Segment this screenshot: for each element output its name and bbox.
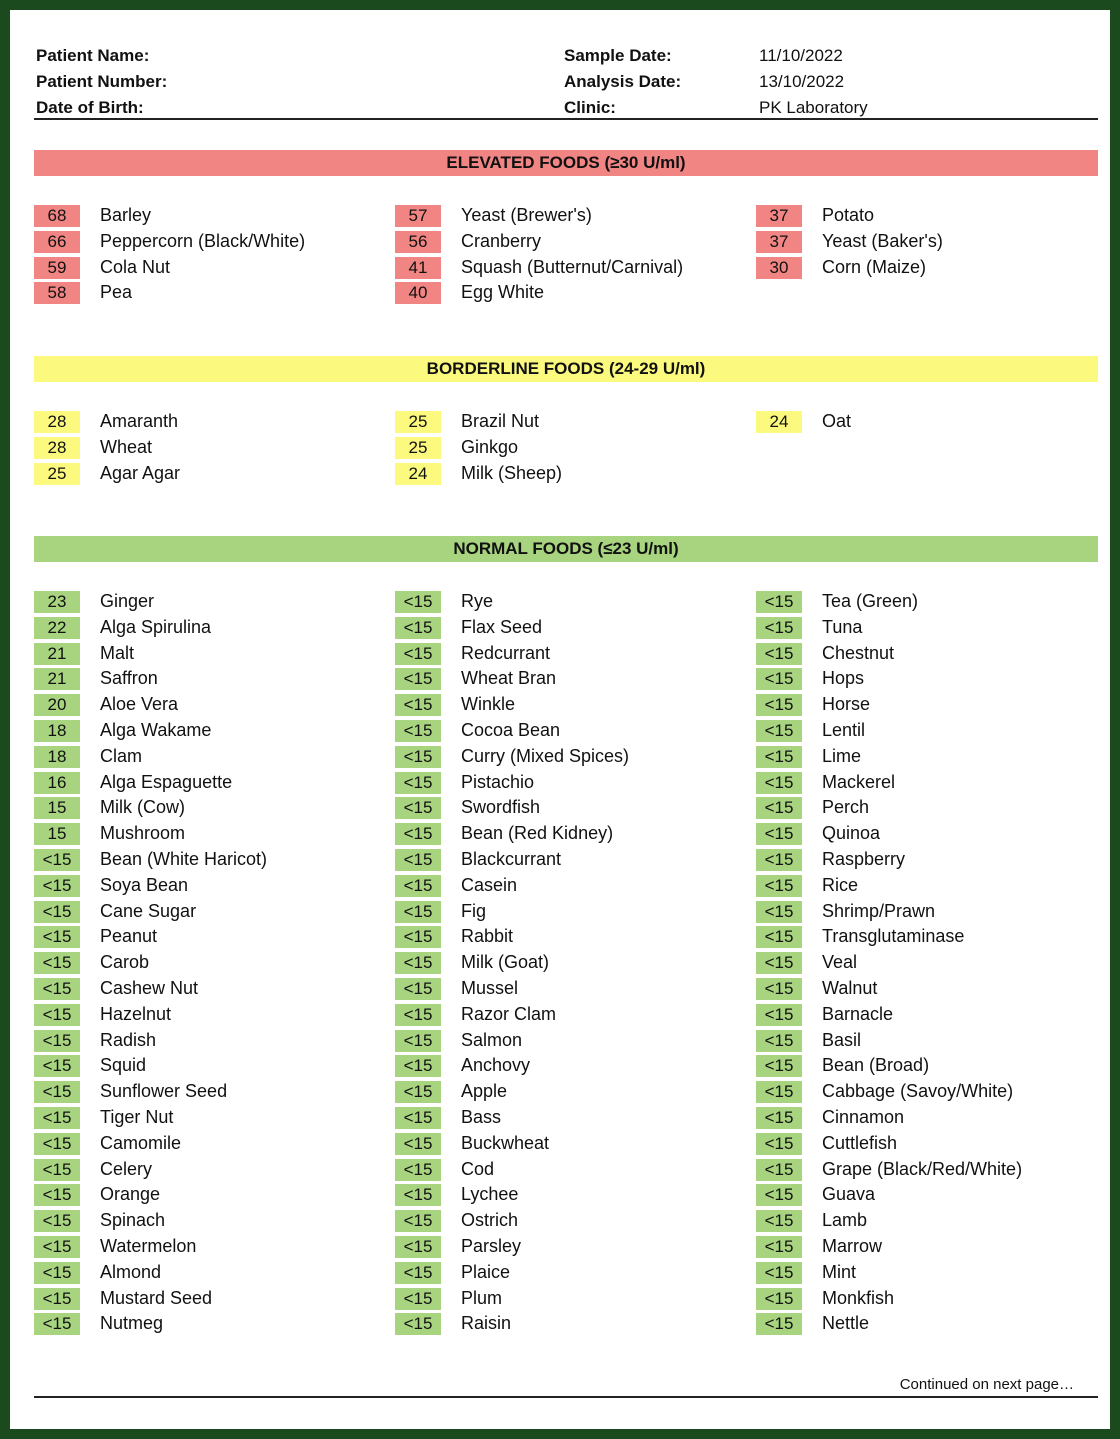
food-name: Corn (Maize) [822,256,927,277]
patient-name-label: Patient Name: [36,46,150,65]
food-score-badge: 22 [34,617,80,639]
food-name: Cod [461,1158,495,1179]
food-name: Cabbage (Savoy/White) [822,1081,1014,1102]
elevated-foods-heading: ELEVATED FOODS (≥30 U/ml) [34,150,1098,176]
food-name: Tea (Green) [822,591,919,611]
food-name: Redcurrant [461,642,551,663]
food-score-badge: <15 [395,694,441,716]
food-name: Oat [822,411,852,431]
food-name: Milk (Cow) [100,797,185,818]
food-name: Buckwheat [461,1132,550,1153]
analysis-date-value: 13/10/2022 [759,72,845,91]
food-score-badge: <15 [34,1262,80,1284]
food-name: Mushroom [100,823,186,844]
food-name: Camomile [100,1132,182,1153]
food-score-badge: <15 [756,901,802,923]
food-name: Flax Seed [461,616,543,637]
food-score-badge: 28 [34,437,80,459]
food-name: Veal [822,952,858,973]
food-score-badge: <15 [756,926,802,948]
sample-date-label: Sample Date: [564,46,672,65]
food-score-badge: 18 [34,720,80,742]
food-score-badge: <15 [34,1159,80,1181]
clinic-value: PK Laboratory [759,98,868,117]
food-name: Hazelnut [100,1003,172,1024]
food-name: Alga Espaguette [100,771,233,792]
food-name: Ginkgo [461,436,519,457]
food-score-badge: <15 [756,668,802,690]
food-name: Rabbit [461,926,514,947]
food-name: Bass [461,1106,502,1127]
food-name: Lentil [822,719,866,740]
food-score-badge: 24 [395,463,441,485]
food-score-badge: <15 [34,901,80,923]
food-score-badge: <15 [395,591,441,613]
food-name: Mustard Seed [100,1287,213,1308]
food-score-badge: <15 [756,1262,802,1284]
food-score-badge: <15 [34,875,80,897]
borderline-foods-heading: BORDERLINE FOODS (24-29 U/ml) [34,356,1098,382]
food-score-badge: 58 [34,282,80,304]
food-score-badge: <15 [34,1004,80,1026]
report-page [10,10,1110,1429]
food-name: Saffron [100,668,158,689]
food-score-badge: <15 [756,694,802,716]
food-name: Cranberry [461,230,542,251]
food-score-badge: 20 [34,694,80,716]
food-name: Plum [461,1287,503,1308]
food-score-badge: <15 [756,1081,802,1103]
food-score-badge: 15 [34,797,80,819]
food-score-badge: <15 [756,1288,802,1310]
food-score-badge: <15 [756,1133,802,1155]
food-name: Pea [100,282,133,303]
food-score-badge: 28 [34,411,80,433]
food-score-badge: 40 [395,282,441,304]
food-score-badge: <15 [34,926,80,948]
food-name: Quinoa [822,823,881,844]
food-name: Marrow [822,1235,883,1256]
food-name: Blackcurrant [461,848,562,869]
food-name: Hops [822,668,865,689]
food-name: Orange [100,1184,161,1205]
food-score-badge: <15 [395,875,441,897]
food-name: Salmon [461,1029,523,1050]
food-score-badge: <15 [756,978,802,1000]
food-name: Bean (Broad) [822,1055,930,1076]
food-name: Squid [100,1055,147,1076]
food-score-badge: <15 [395,1288,441,1310]
food-score-badge: <15 [395,746,441,768]
food-score-badge: <15 [34,1288,80,1310]
food-name: Lamb [822,1210,868,1231]
food-name: Winkle [461,694,516,715]
food-name: Cocoa Bean [461,719,561,740]
sample-date-value: 11/10/2022 [759,46,843,65]
food-name: Lychee [461,1184,519,1205]
clinic-label: Clinic: [564,98,616,117]
food-name: Mackerel [822,771,896,792]
food-name: Rice [822,874,859,895]
food-name: Rye [461,591,494,611]
food-score-badge: <15 [395,952,441,974]
food-name: Tuna [822,616,863,637]
food-score-badge: <15 [756,1210,802,1232]
food-name: Agar Agar [100,462,181,483]
food-name: Horse [822,694,871,715]
food-score-badge: <15 [756,643,802,665]
dob-label: Date of Birth: [36,98,144,117]
food-score-badge: <15 [756,1030,802,1052]
food-name: Aloe Vera [100,694,179,715]
food-score-badge: <15 [34,952,80,974]
food-score-badge: <15 [34,1210,80,1232]
food-score-badge: <15 [395,1313,441,1335]
food-score-badge: <15 [395,1236,441,1258]
food-name: Egg White [461,282,545,303]
food-name: Radish [100,1029,157,1050]
food-name: Pistachio [461,771,535,792]
food-name: Sunflower Seed [100,1081,228,1102]
food-score-badge: <15 [34,849,80,871]
patient-number-label: Patient Number: [36,72,168,91]
food-score-badge: <15 [395,643,441,665]
food-name: Amaranth [100,411,179,431]
food-score-badge: 56 [395,231,441,253]
food-score-badge: <15 [756,591,802,613]
food-name: Clam [100,745,143,766]
food-score-badge: 24 [756,411,802,433]
continued-note: Continued on next page… [899,1376,1074,1393]
food-name: Milk (Sheep) [461,462,563,483]
food-name: Ginger [100,591,155,611]
food-name: Carob [100,952,150,973]
food-name: Alga Spirulina [100,616,212,637]
food-name: Basil [822,1029,862,1050]
food-score-badge: <15 [34,1236,80,1258]
food-name: Cinnamon [822,1106,905,1127]
food-score-badge: <15 [756,772,802,794]
food-name: Curry (Mixed Spices) [461,745,630,766]
food-score-badge: <15 [395,1133,441,1155]
food-score-badge: <15 [34,1133,80,1155]
food-score-badge: <15 [756,1004,802,1026]
food-name: Perch [822,797,870,818]
food-score-badge: <15 [395,1159,441,1181]
food-name: Casein [461,874,518,895]
food-score-badge: 15 [34,823,80,845]
food-name: Squash (Butternut/Carnival) [461,256,684,277]
food-score-badge: <15 [395,823,441,845]
food-name: Cola Nut [100,256,171,277]
food-name: Celery [100,1158,153,1179]
food-score-badge: 23 [34,591,80,613]
food-score-badge: <15 [395,849,441,871]
food-name: Wheat [100,436,153,457]
food-name: Chestnut [822,642,895,663]
food-score-badge: 25 [395,411,441,433]
food-score-badge: <15 [395,1107,441,1129]
food-name: Monkfish [822,1287,895,1308]
food-name: Malt [100,642,135,663]
food-score-badge: <15 [34,1081,80,1103]
food-score-badge: <15 [756,823,802,845]
food-score-badge: <15 [395,978,441,1000]
food-name: Watermelon [100,1235,197,1256]
food-score-badge: 57 [395,205,441,227]
food-score-badge: <15 [34,1313,80,1335]
food-name: Anchovy [461,1055,531,1076]
food-name: Raspberry [822,848,906,869]
food-name: Milk (Goat) [461,952,550,973]
food-score-badge: 21 [34,668,80,690]
food-name: Nutmeg [100,1313,164,1334]
food-score-badge: 18 [34,746,80,768]
food-name: Walnut [822,977,878,998]
food-name: Razor Clam [461,1003,557,1024]
food-score-badge: 68 [34,205,80,227]
food-name: Transglutaminase [822,926,965,947]
food-score-badge: <15 [756,1313,802,1335]
food-name: Mint [822,1261,857,1282]
food-score-badge: 66 [34,231,80,253]
food-score-badge: 30 [756,257,802,279]
food-score-badge: <15 [395,1055,441,1077]
food-score-badge: 25 [395,437,441,459]
food-score-badge: <15 [756,1184,802,1206]
food-score-badge: <15 [395,1184,441,1206]
food-score-badge: <15 [395,1081,441,1103]
food-score-badge: <15 [756,952,802,974]
food-name: Peppercorn (Black/White) [100,230,306,251]
food-name: Plaice [461,1261,511,1282]
food-score-badge: <15 [34,978,80,1000]
food-name: Swordfish [461,797,541,818]
food-name: Brazil Nut [461,411,540,431]
food-score-badge: <15 [756,1107,802,1129]
food-score-badge: <15 [34,1107,80,1129]
analysis-date-label: Analysis Date: [564,72,682,91]
food-name: Raisin [461,1313,512,1334]
food-name: Bean (White Haricot) [100,848,268,869]
food-name: Barnacle [822,1003,894,1024]
food-score-badge: <15 [34,1030,80,1052]
footer-divider [34,1396,1098,1398]
food-score-badge: 37 [756,231,802,253]
food-score-badge: <15 [395,617,441,639]
food-name: Cane Sugar [100,900,197,921]
food-score-badge: <15 [756,875,802,897]
food-score-badge: <15 [756,1236,802,1258]
food-score-badge: <15 [395,1210,441,1232]
food-score-badge: <15 [756,746,802,768]
food-score-badge: <15 [395,1030,441,1052]
food-score-badge: <15 [756,849,802,871]
food-name: Grape (Black/Red/White) [822,1158,1023,1179]
food-name: Ostrich [461,1210,519,1231]
food-name: Peanut [100,926,158,947]
food-score-badge: 41 [395,257,441,279]
food-score-badge: <15 [395,926,441,948]
food-score-badge: <15 [395,797,441,819]
food-score-badge: <15 [756,1055,802,1077]
food-name: Apple [461,1081,508,1102]
food-score-badge: <15 [756,797,802,819]
food-score-badge: 37 [756,205,802,227]
food-name: Alga Wakame [100,719,212,740]
food-name: Soya Bean [100,874,189,895]
food-name: Fig [461,900,487,921]
food-score-badge: <15 [395,720,441,742]
food-score-badge: 25 [34,463,80,485]
food-score-badge: 16 [34,772,80,794]
food-score-badge: 21 [34,643,80,665]
food-name: Potato [822,205,875,225]
food-score-badge: <15 [756,617,802,639]
food-score-badge: <15 [756,1159,802,1181]
food-name: Bean (Red Kidney) [461,823,614,844]
food-score-badge: 59 [34,257,80,279]
normal-foods-heading: NORMAL FOODS (≤23 U/ml) [34,536,1098,562]
food-name: Almond [100,1261,162,1282]
food-name: Lime [822,745,862,766]
food-name: Barley [100,205,152,225]
food-name: Shrimp/Prawn [822,900,936,921]
food-score-badge: <15 [395,901,441,923]
food-score-badge: <15 [34,1055,80,1077]
food-name: Cuttlefish [822,1132,898,1153]
food-name: Spinach [100,1210,166,1231]
food-score-badge: <15 [34,1184,80,1206]
food-name: Tiger Nut [100,1106,174,1127]
food-score-badge: <15 [395,668,441,690]
food-name: Wheat Bran [461,668,557,689]
food-name: Nettle [822,1313,870,1334]
header-divider [34,118,1098,120]
food-score-badge: <15 [395,772,441,794]
food-name: Parsley [461,1235,522,1256]
food-score-badge: <15 [395,1262,441,1284]
food-name: Yeast (Baker's) [822,230,943,251]
food-name: Mussel [461,977,519,998]
food-name: Yeast (Brewer's) [461,205,592,225]
food-score-badge: <15 [756,720,802,742]
food-score-badge: <15 [395,1004,441,1026]
food-name: Guava [822,1184,876,1205]
food-name: Cashew Nut [100,977,199,998]
